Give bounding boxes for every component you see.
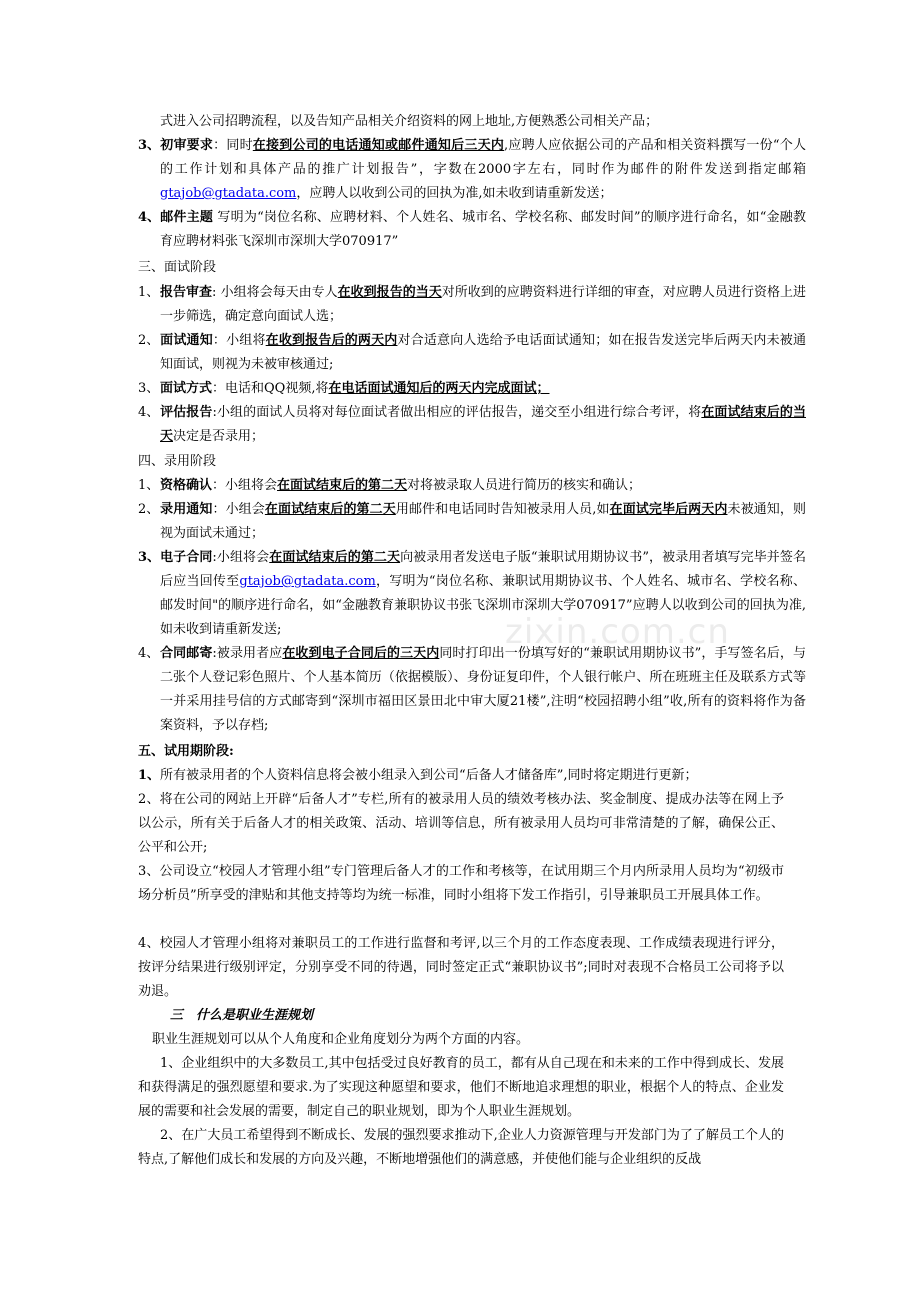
paragraph-intro: 职业生涯规划可以从个人角度和企业角度划分为两个方面的内容。 (152, 1032, 530, 1047)
item-report-review: 1、报告审查: 小组将会每天由专人在收到报告的当天对所收到的应聘资料进行详细的审查，对应聘人员进行资格上进一步筛选，确定意向面试人选； (138, 285, 806, 324)
probation-item-3: 3、公司设立“校园人才管理小组”专门管理后备人才的工作和考核等，在试用期三个月内所录用人员均为“初级市场分析员”所享受的津贴和其他支持等均为统一标准，同时小组将下发工作指引，引导兼职员工开展具体工作。 (138, 864, 784, 903)
item-hiring-notice: 2、录用通知：小组会在面试结束后的第二天用邮件和电话同时告知被录用人员,如在面试完毕后两天内未被通知，则视为面试未通过； (138, 502, 806, 541)
intro-line: 式进入公司招聘流程，以及告知产品相关介绍资料的网上地址,方便熟悉公司相关产品； (160, 114, 659, 129)
item-interview-method: 3、面试方式：电话和QQ视频,将在电话面试通知后的两天内完成面试； (138, 381, 550, 396)
item-preliminary-review: 3、初审要求：同时在接到公司的电话通知或邮件通知后三天内,应聘人应依据公司的产品和相关资料撰写一份“个人的工作计划和具体产品的推广计划报告”，字数在2000字左右，同时作为邮件的附件发送到指定邮箱gtajob@gtadata.com，应聘人以收到公司的回执为准,如未收到请重新发送； (138, 138, 806, 201)
probation-item-1: 1、所有被录用者的个人资料信息将会被小组录入到公司“后备人才储备库”,同时将定期进行更新； (138, 768, 698, 783)
heading-career-planning: 三 什么是职业生涯规划 (170, 1008, 314, 1023)
watermark: zixin.com.cn (505, 612, 730, 652)
email-link[interactable]: gtajob@gtadata.com (160, 186, 297, 201)
paragraph-organization: 2、在广大员工希望得到不断成长、发展的强烈要求推动下,企业人力资源管理与开发部门为了了解员工个人的特点,了解他们成长和发展的方向及兴趣，不断地增强他们的满意感，并使他们能与企业组织的反战 (138, 1128, 784, 1167)
item-interview-notice: 2、面试通知：小组将在收到报告后的两天内对合适意向人选给予电话面试通知；如在报告发送完毕后两天内未被通知面试，则视为未被审核通过; (138, 333, 806, 372)
probation-item-2: 2、将在公司的网站上开辟“后备人才”专栏,所有的被录用人员的绩效考核办法、奖金制度、提成办法等在网上予以公示，所有关于后备人才的相关政策、活动、培训等信息，所有被录用人员均可非常清楚的了解，确保公正、公平和公开; (138, 792, 784, 855)
paragraph-individual: 1、企业组织中的大多数员工,其中包括受过良好教育的员工，都有从自己现在和未来的工作中得到成长、发展和获得满足的强烈愿望和要求.为了实现这种愿望和要求，他们不断地追求理想的职业，根据个人的特点、企业发展的需要和社会发展的需要，制定自己的职业规划，即为个人职业生涯规划。 (138, 1056, 784, 1119)
probation-item-4: 4、校园人才管理小组将对兼职员工的工作进行监督和考评,以三个月的工作态度表现、工作成绩表现进行评分，按评分结果进行级别评定，分别享受不同的待遇，同时签定正式“兼职协议书”;同时对表现不合格员工公司将予以劝退。 (138, 936, 784, 999)
item-evaluation-report: 4、评估报告:小组的面试人员将对每位面试者做出相应的评估报告，递交至小组进行综合考评，将在面试结束后的当天决定是否录用； (138, 405, 806, 444)
section-interview: 三、面试阶段 (138, 260, 217, 275)
email-link[interactable]: gtajob@gtadata.com (239, 574, 376, 589)
item-email-subject: 4、邮件主题 写明为“岗位名称、应聘材料、个人姓名、城市名、学校名称、邮发时间”的顺序进行命名，如“金融教育应聘材料张飞深圳市深圳大学070917” (138, 210, 806, 249)
section-hiring: 四、录用阶段 (138, 454, 217, 469)
item-contract-mailing: 4、合同邮寄:被录用者应在收到电子合同后的三天内同时打印出一份填写好的“兼职试用期协议书”，手写签名后，与二张个人登记彩色照片、个人基本简历（依据模版）、身份证复印件，个人银行帐户、所在班班主任及联系方式等一并采用挂号信的方式邮寄到“深圳市福田区景田北中审大厦21楼”,注明“校园招聘小组”收,所有的资料将作为备案资料，予以存档; (138, 646, 806, 733)
section-probation: 五、试用期阶段: (138, 744, 234, 759)
item-e-contract: 3、电子合同:小组将会在面试结束后的第二天向被录用者发送电子版“兼职试用期协议书”，被录用者填写完毕并签名后应当回传至gtajob@gtadata.com，写明为“岗位名称、兼职试用期协议书、个人姓名、城市名、学校名称、邮发时间"的顺序进行命名，如“金融教育兼职协议书张飞深圳市深圳大学070917”应聘人以收到公司的回执为准,如未收到请重新发送; (138, 550, 806, 637)
item-qualification-check: 1、资格确认：小组将会在面试结束后的第二天对将被录取人员进行简历的核实和确认； (138, 478, 642, 493)
